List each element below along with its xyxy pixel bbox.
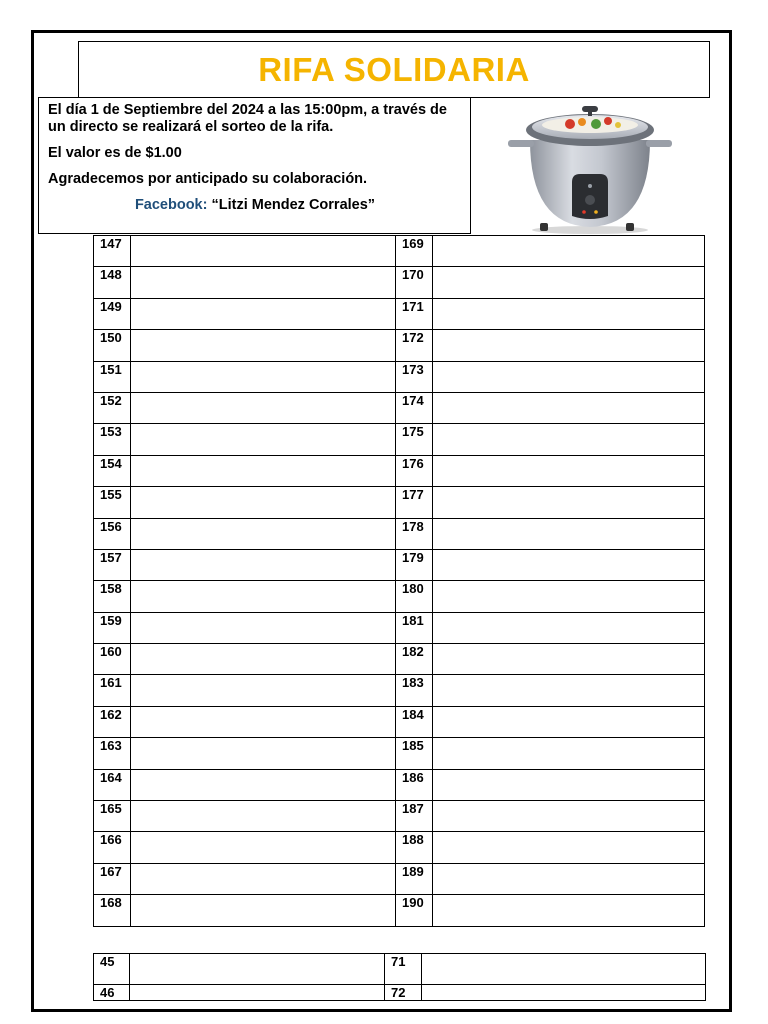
ticket-name-cell[interactable] <box>131 581 396 612</box>
info-box <box>38 97 471 234</box>
facebook-name: “Litzi Mendez Corrales” <box>211 197 376 213</box>
table-row <box>94 675 705 706</box>
ticket-number: 185 <box>396 738 433 769</box>
table-row <box>94 298 705 329</box>
raffle-number-table <box>93 235 705 927</box>
ticket-number: 182 <box>396 644 433 675</box>
ticket-number: 166 <box>94 832 131 863</box>
ticket-number: 172 <box>396 330 433 361</box>
ticket-name-cell[interactable] <box>433 298 705 329</box>
ticket-number: 184 <box>396 706 433 737</box>
ticket-number: 169 <box>396 236 433 267</box>
ticket-name-cell[interactable] <box>433 424 705 455</box>
table-row <box>94 738 705 769</box>
facebook-label: Facebook: <box>134 197 208 213</box>
ticket-name-cell[interactable] <box>131 675 396 706</box>
table-row <box>94 267 705 298</box>
ticket-number: 170 <box>396 267 433 298</box>
table-row <box>94 706 705 737</box>
ticket-name-cell[interactable] <box>433 236 705 267</box>
table-row <box>94 361 705 392</box>
ticket-name-cell[interactable] <box>433 330 705 361</box>
ticket-name-cell[interactable] <box>131 644 396 675</box>
ticket-number: 173 <box>396 361 433 392</box>
ticket-name-cell[interactable] <box>131 267 396 298</box>
table-row <box>94 801 705 832</box>
ticket-name-cell[interactable] <box>131 612 396 643</box>
table-row <box>94 424 705 455</box>
ticket-name-cell[interactable] <box>131 832 396 863</box>
ticket-name-cell[interactable] <box>131 706 396 737</box>
ticket-name-cell[interactable] <box>131 895 396 926</box>
ticket-number: 163 <box>94 738 131 769</box>
ticket-number: 168 <box>94 895 131 926</box>
ticket-number: 188 <box>396 832 433 863</box>
ticket-number: 156 <box>94 518 131 549</box>
rice-cooker-image <box>500 100 680 235</box>
ticket-name-cell[interactable] <box>422 985 706 1001</box>
draw-date-text: El día 1 de Septiembre del 2024 a las 15:00pm, a través de un directo se realizará el sorteo de la rifa. <box>48 102 447 135</box>
ticket-name-cell[interactable] <box>131 330 396 361</box>
title-box <box>78 41 710 98</box>
ticket-name-cell[interactable] <box>433 612 705 643</box>
ticket-name-cell[interactable] <box>433 675 705 706</box>
ticket-number: 190 <box>396 895 433 926</box>
table-row <box>94 612 705 643</box>
thanks-text: Agradecemos por anticipado su colaboración. <box>48 171 368 187</box>
ticket-number: 46 <box>94 985 130 1001</box>
ticket-number: 71 <box>385 954 422 985</box>
ticket-name-cell[interactable] <box>131 424 396 455</box>
ticket-number: 72 <box>385 985 422 1001</box>
table-row <box>94 487 705 518</box>
facebook-line <box>48 197 462 214</box>
ticket-number: 150 <box>94 330 131 361</box>
ticket-number: 165 <box>94 801 131 832</box>
table-row <box>94 832 705 863</box>
table-row <box>94 455 705 486</box>
ticket-number: 179 <box>396 549 433 580</box>
ticket-number: 148 <box>94 267 131 298</box>
table-row <box>94 236 705 267</box>
table-row <box>94 518 705 549</box>
second-raffle-table <box>93 953 706 1001</box>
ticket-name-cell[interactable] <box>433 487 705 518</box>
ticket-number: 157 <box>94 549 131 580</box>
page-title: RIFA SOLIDARIA <box>258 50 530 88</box>
ticket-name-cell[interactable] <box>131 392 396 423</box>
ticket-number: 147 <box>94 236 131 267</box>
table-row <box>94 985 706 1001</box>
ticket-name-cell[interactable] <box>433 832 705 863</box>
ticket-name-cell[interactable] <box>433 706 705 737</box>
ticket-name-cell[interactable] <box>433 581 705 612</box>
table-row <box>94 863 705 894</box>
ticket-number: 160 <box>94 644 131 675</box>
table-row <box>94 392 705 423</box>
ticket-number: 164 <box>94 769 131 800</box>
ticket-number: 178 <box>396 518 433 549</box>
ticket-number: 177 <box>396 487 433 518</box>
table-row <box>94 644 705 675</box>
ticket-name-cell[interactable] <box>433 738 705 769</box>
ticket-number: 189 <box>396 863 433 894</box>
ticket-name-cell[interactable] <box>433 863 705 894</box>
ticket-name-cell[interactable] <box>433 895 705 926</box>
ticket-name-cell[interactable] <box>433 455 705 486</box>
ticket-number: 151 <box>94 361 131 392</box>
ticket-name-cell[interactable] <box>131 549 396 580</box>
ticket-name-cell[interactable] <box>131 863 396 894</box>
ticket-number: 174 <box>396 392 433 423</box>
ticket-number: 152 <box>94 392 131 423</box>
ticket-name-cell[interactable] <box>131 738 396 769</box>
ticket-name-cell[interactable] <box>433 361 705 392</box>
ticket-name-cell[interactable] <box>130 985 385 1001</box>
ticket-name-cell[interactable] <box>131 298 396 329</box>
ticket-number: 154 <box>94 455 131 486</box>
ticket-name-cell[interactable] <box>433 801 705 832</box>
ticket-name-cell[interactable] <box>433 644 705 675</box>
ticket-number: 175 <box>396 424 433 455</box>
ticket-number: 155 <box>94 487 131 518</box>
ticket-number: 45 <box>94 954 130 985</box>
ticket-number: 159 <box>94 612 131 643</box>
ticket-name-cell[interactable] <box>433 769 705 800</box>
ticket-name-cell[interactable] <box>422 954 706 985</box>
ticket-name-cell[interactable] <box>131 487 396 518</box>
table-row <box>94 954 706 985</box>
ticket-name-cell[interactable] <box>433 549 705 580</box>
ticket-number: 176 <box>396 455 433 486</box>
ticket-name-cell[interactable] <box>433 267 705 298</box>
table-row <box>94 581 705 612</box>
ticket-number: 181 <box>396 612 433 643</box>
ticket-name-cell[interactable] <box>433 518 705 549</box>
ticket-number: 186 <box>396 769 433 800</box>
ticket-number: 158 <box>94 581 131 612</box>
ticket-name-cell[interactable] <box>131 518 396 549</box>
ticket-name-cell[interactable] <box>131 801 396 832</box>
ticket-number: 167 <box>94 863 131 894</box>
table-row <box>94 330 705 361</box>
ticket-number: 187 <box>396 801 433 832</box>
ticket-number: 149 <box>94 298 131 329</box>
ticket-number: 153 <box>94 424 131 455</box>
ticket-name-cell[interactable] <box>131 361 396 392</box>
table-row <box>94 769 705 800</box>
price-text: El valor es de $1.00 <box>48 145 182 161</box>
ticket-number: 171 <box>396 298 433 329</box>
ticket-name-cell[interactable] <box>131 236 396 267</box>
ticket-number: 161 <box>94 675 131 706</box>
ticket-number: 162 <box>94 706 131 737</box>
ticket-number: 183 <box>396 675 433 706</box>
ticket-name-cell[interactable] <box>433 392 705 423</box>
ticket-name-cell[interactable] <box>131 769 396 800</box>
table-row <box>94 895 705 926</box>
ticket-name-cell[interactable] <box>130 954 385 985</box>
ticket-number: 180 <box>396 581 433 612</box>
ticket-name-cell[interactable] <box>131 455 396 486</box>
table-row <box>94 549 705 580</box>
